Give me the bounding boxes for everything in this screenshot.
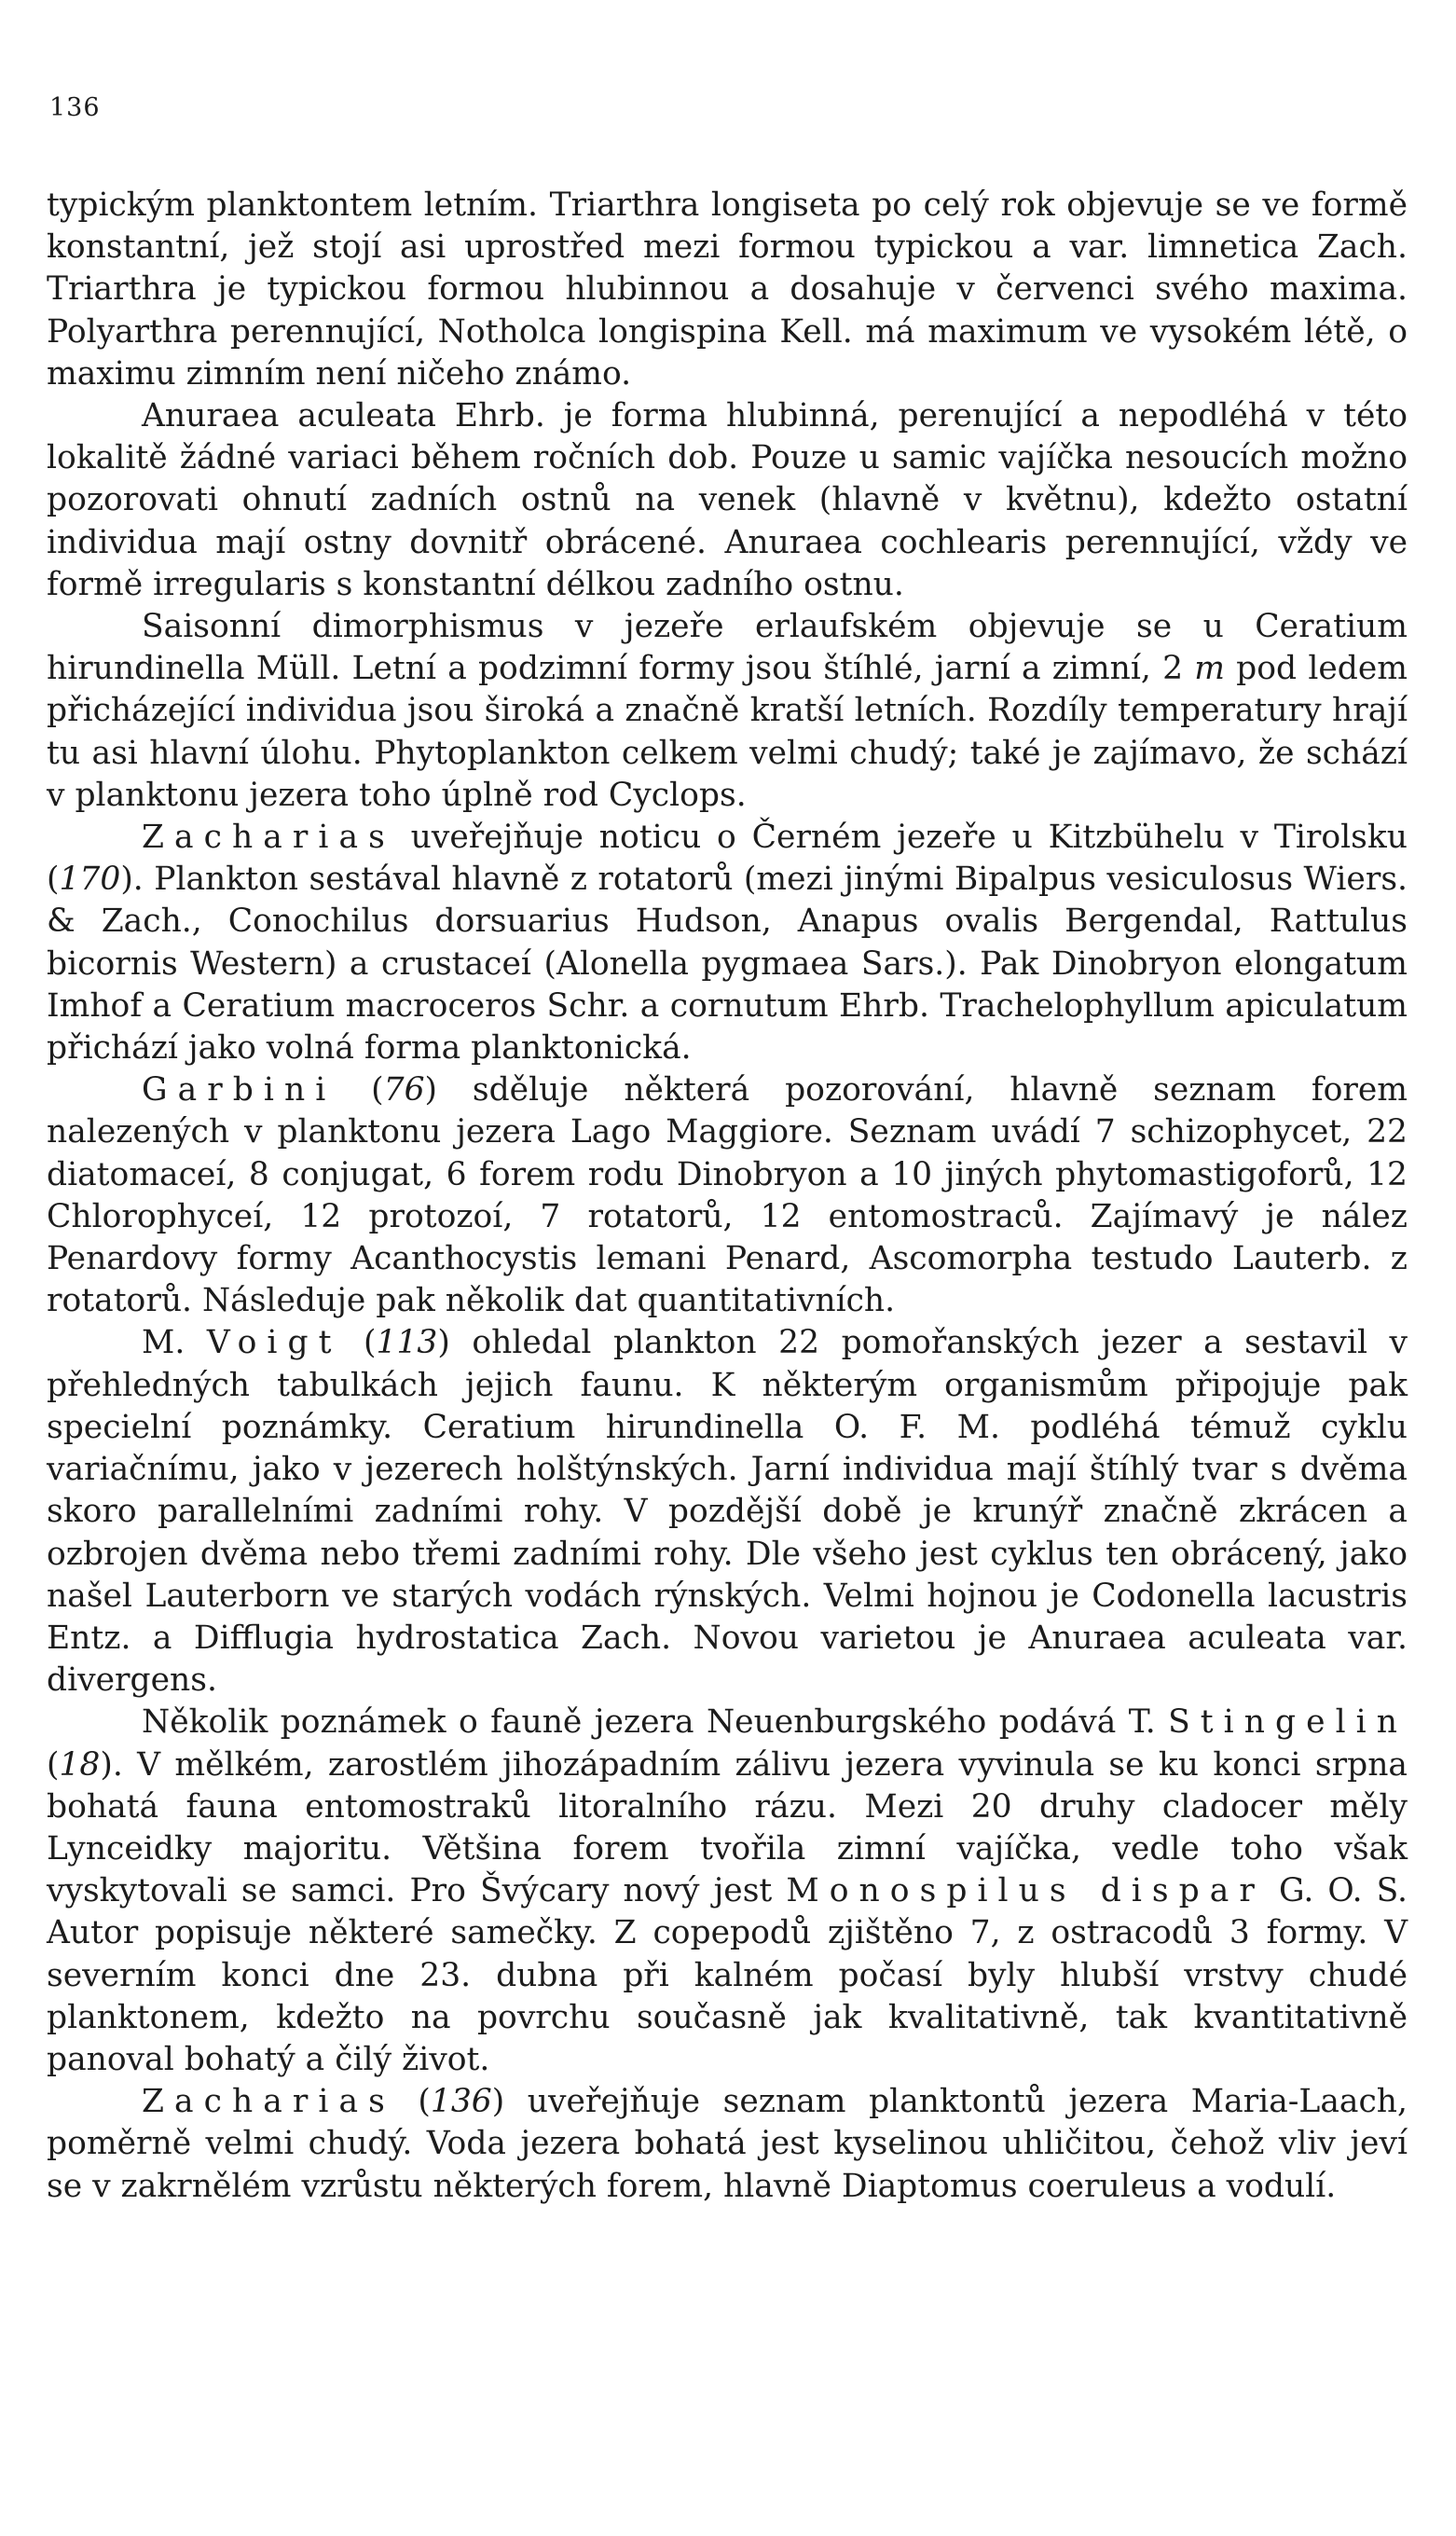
reference-number: 76 [383, 1071, 425, 1110]
author-name: Garbini [142, 1071, 337, 1110]
body-text [47, 185, 1408, 2208]
text-run: typickým planktontem letním. Triarthra longiseta po celý rok objevuje se ve formě konstantní, jež stojí asi uprostřed mezi formou typickou a var. limnetica Zach. Triarthra je typickou formou hlubinnou a dosahuje v červenci svého maxima. Polyarthra perennující, Notholca longispina Kell. má maximum ve vysokém létě, o maximu zimním není ničeho známo. [47, 186, 1408, 393]
paragraph-6 [47, 1322, 1408, 1702]
paragraph-5 [47, 1069, 1408, 1322]
text-run: M. [142, 1324, 207, 1362]
paragraph-8 [47, 2081, 1408, 2208]
text-run: G. O. S. Autor popisuje některé samečky. Z copepodů zjištěno 7, z ostracodů 3 formy. V severním konci dne 23. dubna při kalném počasí byly hlubší vrstvy chudé planktonem, kdežto na povrchu současně jak kvalitativně, tak kvantitativně panoval bohatý a čilý život. [47, 1872, 1408, 2078]
reference-number: 136 [430, 2083, 492, 2121]
text-run: ) uveřejňuje seznam planktontů jezera Maria-Laach, poměrně velmi chudý. Voda jezera bohatá jest kyselinou uhličitou, čehož vliv jeví se v zakrnělém vzrůstu některých forem, hlavně Diaptomus coeruleus a vodulí. [47, 2083, 1408, 2205]
text-run: uveřejňuje noticu o Černém jezeře u Kitzbühelu v Tirolsku ( [47, 819, 1408, 899]
paragraph-4 [47, 817, 1408, 1069]
text-run: ( [341, 1324, 377, 1362]
reference-number: m [1194, 650, 1225, 688]
reference-number: 170 [59, 861, 121, 899]
text-run: ( [394, 2083, 431, 2121]
paragraph-7 [47, 1702, 1408, 2081]
author-name: Voigt [206, 1324, 342, 1362]
text-run: ) ohledal plankton 22 pomořanských jezer a sestavil v přehledných tabulkách jejich faunu. K některým organismům připojuje pak specielní poznámky. Ceratium hirundinella O. F. M. podléhá témuž cyklu variačnímu, jako v jezerech holštýnských. Jarní individua mají štíhlý tvar s dvěma skoro parallelními zadními rohy. V pozdější době je krunýř značně zkrácen a ozbrojen dvěma nebo třemi zadními rohy. Dle všeho jest cyklus ten obrácený, jako našel Lauterborn ve starých vodách rýnských. Velmi hojnou je Codonella lacustris Entz. a Difflugia hydrostatica Zach. Novou varietou je Anuraea aculeata var. divergens. [47, 1324, 1408, 1700]
paragraph-1 [47, 185, 1408, 395]
paragraph-2 [47, 395, 1408, 606]
page-number: 136 [49, 93, 101, 122]
author-name: Monospilus dispar [786, 1872, 1265, 1910]
text-run: ). V mělkém, zarostlém jihozápadním zálivu jezera vyvinula se ku konci srpna bohatá fauna entomostraků litoralního rázu. Mezi 20 druhy cladocer měly Lynceidky majoritu. Většina forem tvořila zimní vajíčka, vedle toho však vyskytovali se samci. Pro Švýcary nový jest [47, 1745, 1408, 1910]
author-name: Zacharias [142, 2083, 395, 2121]
text-run: ( [47, 1745, 60, 1784]
text-run: Několik poznámek o fauně jezera Neuenburgského podává T. [142, 1703, 1169, 1742]
text-run: Anuraea aculeata Ehrb. je forma hlubinná, perenující a nepodléhá v této lokalitě žádné variaci během ročních dob. Pouze u samic vajíčka nesoucích možno pozorovati ohnutí zadních ostnů na venek (hlavně v květnu), kdežto ostatní individua mají ostny dovnitř obrácené. Anuraea cochlearis perennující, vždy ve formě irregularis s konstantní délkou zadního ostnu. [47, 397, 1408, 603]
text-run: ) sděluje některá pozorování, hlavně seznam forem nalezených v planktonu jezera Lago Maggiore. Seznam uvádí 7 schizophycet, 22 diatomaceí, 8 conjugat, 6 forem rodu Dinobryon a 10 jiných phytomastigoforů, 12 Chlorophyceí, 12 protozoí, 7 rotatorů, 12 entomostraců. Zajímavý je nález Penardovy formy Acanthocystis lemani Penard, Ascomorpha testudo Lauterb. z rotatorů. Následuje pak několik dat quantitativních. [47, 1071, 1408, 1320]
text-run: ). Plankton sestával hlavně z rotatorů (mezi jinými Bipalpus vesiculosus Wiers. & Zach., Conochilus dorsuarius Hudson, Anapus ovalis Bergendal, Rattulus bicornis Western) a crustaceí (Alonella pygmaea Sars.). Pak Dinobryon elongatum Imhof a Ceratium macroceros Schr. a cornutum Ehrb. Trachelophyllum apiculatum přichází jako volná forma planktonická. [47, 861, 1408, 1068]
text-run: Saisonní dimorphismus v jezeře erlaufském objevuje se u Ceratium hirundinella Müll. Letní a podzimní formy jsou štíhlé, jarní a zimní, 2 [47, 608, 1408, 688]
text-run: pod ledem přicházející individua jsou široká a značně kratší letních. Rozdíly temperatury hrají tu asi hlavní úlohu. Phytoplankton celkem velmi chudý; také je zajímavo, že schází v planktonu jezera toho úplně rod Cyclops. [47, 650, 1408, 814]
author-name: Stingelin [1168, 1703, 1408, 1742]
text-run: ( [336, 1071, 384, 1110]
reference-number: 18 [59, 1745, 101, 1784]
reference-number: 113 [376, 1324, 438, 1362]
author-name: Zacharias [142, 819, 395, 857]
paragraph-3 [47, 606, 1408, 817]
